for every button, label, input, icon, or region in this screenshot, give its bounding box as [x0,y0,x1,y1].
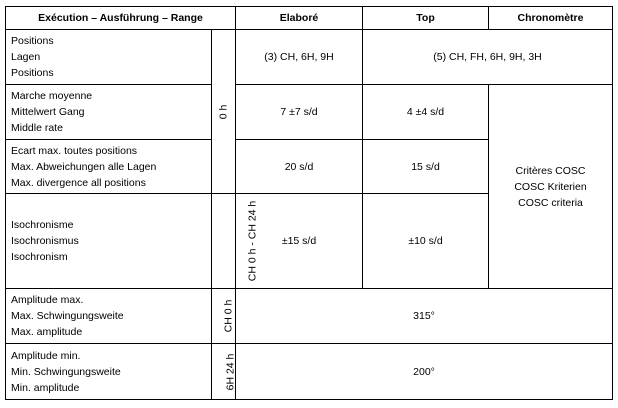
positions-elabore: (3) CH, 6H, 9H [236,30,363,85]
label-line-de: Max. Abweichungen alle Lagen [11,160,157,173]
amplitude-min-value: 200° [236,344,613,400]
rate-top: 4 ±4 s/d [363,85,489,140]
positions-top-chronometre: (5) CH, FH, 6H, 9H, 3H [363,30,613,85]
row-amplitude-max [6,289,613,344]
label-line-fr: Amplitude min. [11,349,81,362]
divergence-top: 15 s/d [363,140,489,194]
label-line-de: Lagen [11,51,41,63]
row-positions [6,30,613,85]
label-divergence [6,140,212,194]
condition-ch-0 [212,289,236,344]
row-rate [6,85,613,140]
label-line-de: Min. Schwingungsweite [11,365,121,378]
condition-6h-24 [212,344,236,400]
criteria-line-en: COSC criteria [518,196,583,209]
isochronism-top: ±10 s/d [363,194,489,289]
label-isochronism [6,194,212,289]
condition-ch-0-24-text: CH 0 h - CH 24 h [246,200,259,282]
label-line-fr: Amplitude max. [11,294,84,306]
header-top: Top [363,7,489,30]
row-amplitude-min [6,344,613,400]
condition-6h-24-text: 6H 24 h [224,353,237,390]
condition-zero-h-text: 0 h [217,104,230,119]
label-amplitude-min [6,344,212,400]
label-line-fr: Marche moyenne [11,90,93,102]
rate-elabore: 7 ±7 s/d [236,85,363,140]
label-line-de: Max. Schwingungsweite [11,310,124,322]
header-chronometre: Chronomètre [489,7,613,30]
condition-ch-0-24 [212,194,259,289]
criteria-line-fr: Critères COSC [515,164,586,177]
header-row [6,7,613,30]
divergence-elabore: 20 s/d [236,140,363,194]
label-line-fr: Positions [11,35,54,47]
label-line-fr: Ecart max. toutes positions [11,144,138,157]
criteria-line-de: COSC Kriterien [514,180,587,193]
label-line-en: Min. amplitude [11,381,80,394]
condition-ch-0-text: CH 0 h [222,299,235,333]
condition-zero-h [212,30,236,194]
label-line-en: Positions [11,67,54,79]
isochronism-elabore: ±15 s/d [236,194,363,289]
label-positions [6,30,212,85]
label-line-de: Mittelwert Gang [11,106,85,118]
label-line-fr: Isochronisme [11,219,74,231]
specification-table [5,6,613,400]
amplitude-max-value: 315° [236,289,613,344]
label-line-de: Isochronismus [11,235,79,247]
label-line-en: Max. amplitude [11,326,83,338]
label-amplitude-max [6,289,212,344]
label-rate [6,85,212,140]
label-line-en: Middle rate [11,122,63,134]
header-elabore: Elaboré [236,7,363,30]
header-execution: Exécution – Ausführung – Range [6,7,236,30]
chronometre-criteria [489,85,613,289]
label-line-en: Isochronism [11,251,68,263]
label-line-en: Max. divergence all positions [11,176,146,189]
